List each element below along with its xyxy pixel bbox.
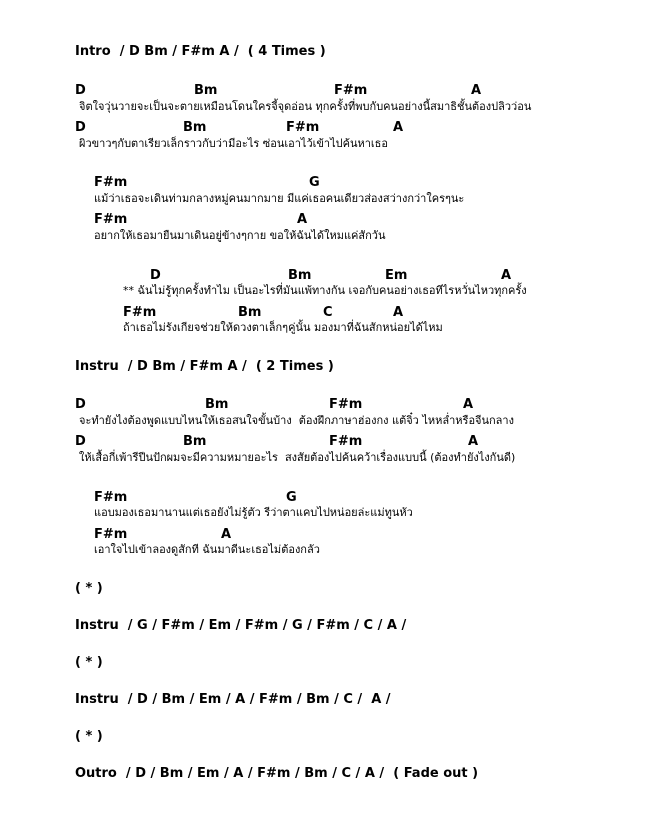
chord: Em xyxy=(385,268,408,283)
chord: F#m xyxy=(94,527,128,542)
chord: A xyxy=(393,120,404,135)
lyric-line: ถ้าเธอไม่รังเกียจช่วยให้ดวงตาเล็กๆคู่นั้น มองมาที่ฉันสักหน่อยได้ไหม xyxy=(123,321,443,334)
chorus-marker: ( * ) xyxy=(75,581,103,596)
outro-line: Outro / D / Bm / Em / A / F#m / Bm / C / A / ( Fade out ) xyxy=(75,766,479,781)
chord: F#m xyxy=(123,305,157,320)
chord: Bm xyxy=(288,268,312,283)
chord: Bm xyxy=(183,120,207,135)
chord: Bm xyxy=(238,305,262,320)
lyric-line: จะทำยังไงต้องพูดแบบไหนให้เธอสนใจขั้นบ้าง ต้องฝึกภาษาฮ่องกง แต้จิ๋ว ไหหล่ำหรือจีนกลาง xyxy=(79,414,514,427)
chord: Bm xyxy=(183,434,207,449)
intro-line: Intro / D Bm / F#m A / ( 4 Times ) xyxy=(75,44,326,59)
chord: A xyxy=(221,527,232,542)
lyric-line: ** ฉันไม่รู้ทุกครั้งทำไม เป็นอะไรที่มันแพ้ทางกัน เจอกับคนอย่างเธอทีไรหวั่นไหวทุกครั้ง xyxy=(123,284,527,297)
chorus-marker: ( * ) xyxy=(75,729,103,744)
chord: A xyxy=(468,434,479,449)
chorus-marker: ( * ) xyxy=(75,655,103,670)
lyric-line: แม้ว่าเธอจะเดินท่ามกลางหมู่คนมากมาย มีแค่เธอคนเดียวส่องสว่างกว่าใครๆนะ xyxy=(94,192,465,205)
chord: Bm xyxy=(194,83,218,98)
chord: A xyxy=(393,305,404,320)
chord: Bm xyxy=(205,397,229,412)
chord: D xyxy=(75,83,86,98)
chord: G xyxy=(309,175,320,190)
chord: D xyxy=(75,434,86,449)
chord: F#m xyxy=(94,175,128,190)
chord: D xyxy=(75,397,86,412)
instru-line: Instru / D / Bm / Em / A / F#m / Bm / C / A / xyxy=(75,692,391,707)
lyric-line: แอบมองเธอมานานแต่เธอยังไม่รู้ตัว รีว่าตาแคบไปหน่อยล่ะแม่ทูนหัว xyxy=(94,506,413,519)
chord: C xyxy=(323,305,333,320)
chord: A xyxy=(297,212,308,227)
instru-line: Instru / G / F#m / Em / F#m / G / F#m / C / A / xyxy=(75,618,407,633)
chord: F#m xyxy=(334,83,368,98)
chord: F#m xyxy=(94,212,128,227)
chord: F#m xyxy=(329,397,363,412)
chord: G xyxy=(286,490,297,505)
chord: A xyxy=(463,397,474,412)
chord: D xyxy=(75,120,86,135)
lyric-line: เอาใจไปเข้าลองดูสักที ฉันมาดีนะเธอไม่ต้องกลัว xyxy=(94,543,320,556)
chord: A xyxy=(501,268,512,283)
chord: A xyxy=(471,83,482,98)
lyric-line: ให้เสื้อกี่เพ้ารีปีนปักผมจะมีความหมายอะไร สงสัยต้องไปค้นคว้าเรื่องแบบนี้ (ต้องทำยังไงกันดี) xyxy=(79,451,516,464)
lyric-line: อยากให้เธอมายืนมาเดินอยู่ข้างๆกาย ขอให้ฉันได้ใหมแค่สักวัน xyxy=(94,229,386,242)
chord: F#m xyxy=(94,490,128,505)
chord: F#m xyxy=(286,120,320,135)
instru-line: Instru / D Bm / F#m A / ( 2 Times ) xyxy=(75,359,334,374)
lyric-line: ผิวขาวๆกับตาเรียวเล็กราวกับว่ามีอะไร ซ่อนเอาไว้เข้าไปค้นหาเธอ xyxy=(79,137,388,150)
chord: D xyxy=(150,268,161,283)
lyric-line: จิตใจวุ่นวายจะเป็นจะตายเหมือนโดนใครจี้จุดอ่อน ทุกครั้งที่พบกับคนอย่างนี้สมาธิชั้นต้องปลิวว่อน xyxy=(79,100,532,113)
chord: F#m xyxy=(329,434,363,449)
